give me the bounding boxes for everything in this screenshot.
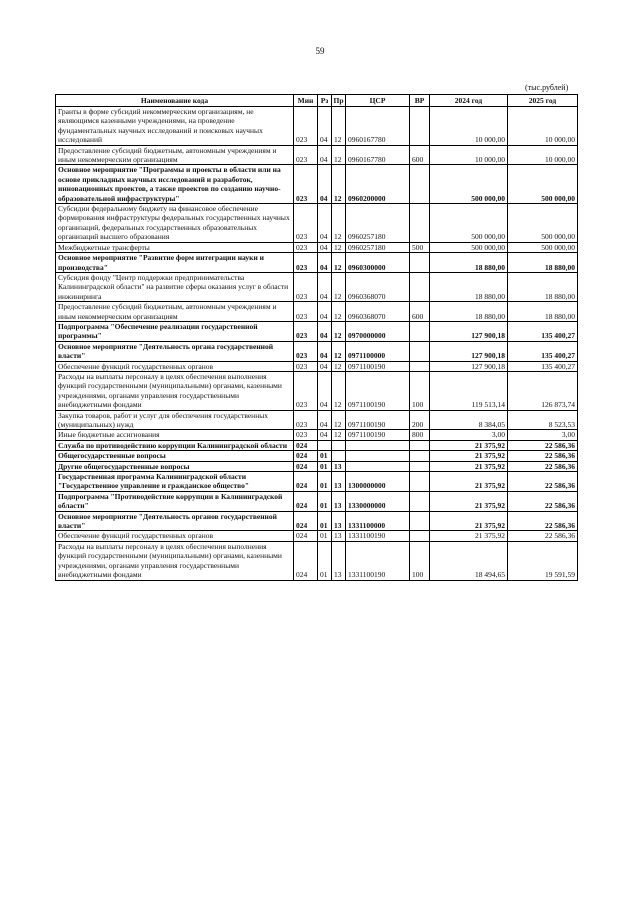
row-2025: 126 873,74 — [508, 371, 578, 410]
row-2024: 127 900,18 — [430, 321, 508, 341]
row-2025: 500 000,00 — [508, 242, 578, 252]
row-csr: 0960167780 — [346, 145, 410, 165]
row-min: 023 — [294, 204, 318, 243]
row-rz: 04 — [318, 204, 332, 243]
row-name: Субсидии федеральному бюджету на финансовое обеспечение формирования инфраструктуры федеральных государственных научных организаций, федеральных государственных образовательных организаций высшего образования — [56, 204, 294, 243]
row-csr — [346, 451, 410, 461]
row-vr — [410, 491, 430, 511]
row-vr — [410, 321, 430, 341]
row-csr: 0971100000 — [346, 341, 410, 361]
row-rz: 04 — [318, 302, 332, 322]
row-2025: 500 000,00 — [508, 204, 578, 243]
row-rz: 04 — [318, 107, 332, 146]
row-2024: 127 900,18 — [430, 361, 508, 371]
row-rz: 01 — [318, 541, 332, 580]
row-rz: 01 — [318, 511, 332, 531]
row-pr — [332, 451, 346, 461]
row-2024: 127 900,18 — [430, 341, 508, 361]
row-name: Расходы на выплаты персоналу в целях обеспечения выполнения функций государственными (муниципальными) органами, казенными учреждениями, органами управления государственными внебюджетными фондами — [56, 371, 294, 410]
row-2025: 22 586,36 — [508, 511, 578, 531]
row-vr: 600 — [410, 145, 430, 165]
row-2025: 10 000,00 — [508, 107, 578, 146]
row-min: 023 — [294, 361, 318, 371]
table-row — [56, 107, 578, 146]
row-2024: 21 375,92 — [430, 531, 508, 541]
row-min: 023 — [294, 253, 318, 273]
row-name: Обеспечение функций государственных органов — [56, 531, 294, 541]
row-name: Межбюджетные трансферты — [56, 242, 294, 252]
units-label: (тыс.рублей) — [525, 83, 569, 92]
row-pr: 12 — [332, 242, 346, 252]
header-name: Наименование кода — [56, 95, 294, 107]
table-row — [56, 321, 578, 341]
row-min: 024 — [294, 440, 318, 450]
row-name: Субсидия фонду "Центр поддержки предпринимательства Калининградской области" на развитие сферы оказания услуг в области инжиниринга — [56, 272, 294, 301]
row-vr — [410, 272, 430, 301]
row-2024: 18 494,65 — [430, 541, 508, 580]
row-name: Основное мероприятие "Деятельность органов государственной власти" — [56, 511, 294, 531]
row-name: Другие общегосударственные вопросы — [56, 461, 294, 471]
row-pr: 13 — [332, 461, 346, 471]
header-vr: ВР — [410, 95, 430, 107]
row-vr: 800 — [410, 430, 430, 440]
row-2025: 135 400,27 — [508, 361, 578, 371]
row-pr: 13 — [332, 472, 346, 492]
row-vr: 100 — [410, 371, 430, 410]
row-csr: 0971100190 — [346, 361, 410, 371]
row-csr: 1331100190 — [346, 531, 410, 541]
row-pr: 12 — [332, 145, 346, 165]
row-2025: 22 586,36 — [508, 461, 578, 471]
row-min: 023 — [294, 165, 318, 204]
row-rz: 04 — [318, 371, 332, 410]
row-rz: 01 — [318, 491, 332, 511]
row-name: Государственная программа Калининградской области "Государственное управление и гражданское общество" — [56, 472, 294, 492]
row-csr: 0960257180 — [346, 204, 410, 243]
row-2025: 18 880,00 — [508, 272, 578, 301]
row-vr — [410, 440, 430, 450]
row-2024: 10 000,00 — [430, 107, 508, 146]
row-vr — [410, 341, 430, 361]
row-2024: 21 375,92 — [430, 461, 508, 471]
table-row — [56, 491, 578, 511]
table-row — [56, 511, 578, 531]
row-min: 024 — [294, 541, 318, 580]
row-name: Общегосударственные вопросы — [56, 451, 294, 461]
header-min: Мин — [294, 95, 318, 107]
row-min: 024 — [294, 511, 318, 531]
row-min: 023 — [294, 272, 318, 301]
row-min: 024 — [294, 531, 318, 541]
row-rz: 04 — [318, 430, 332, 440]
row-pr: 13 — [332, 531, 346, 541]
row-csr: 0960300000 — [346, 253, 410, 273]
row-rz: 04 — [318, 165, 332, 204]
row-2024: 18 880,00 — [430, 302, 508, 322]
row-vr — [410, 472, 430, 492]
row-2024: 119 513,14 — [430, 371, 508, 410]
row-2024: 8 384,05 — [430, 410, 508, 430]
row-csr — [346, 461, 410, 471]
row-pr: 12 — [332, 204, 346, 243]
row-2024: 21 375,92 — [430, 451, 508, 461]
table-row — [56, 440, 578, 450]
row-csr: 0960167780 — [346, 107, 410, 146]
row-pr: 12 — [332, 341, 346, 361]
row-2025: 18 880,00 — [508, 302, 578, 322]
row-pr: 12 — [332, 321, 346, 341]
row-vr — [410, 361, 430, 371]
row-2025: 8 523,53 — [508, 410, 578, 430]
table-header-row — [56, 95, 578, 107]
row-csr — [346, 440, 410, 450]
table-row — [56, 272, 578, 301]
table-row — [56, 302, 578, 322]
row-2025: 10 000,00 — [508, 145, 578, 165]
row-min: 024 — [294, 461, 318, 471]
row-vr — [410, 531, 430, 541]
table-row — [56, 361, 578, 371]
row-rz: 01 — [318, 472, 332, 492]
row-min: 023 — [294, 341, 318, 361]
row-name: Иные бюджетные ассигнования — [56, 430, 294, 440]
budget-table — [55, 94, 578, 581]
row-pr: 12 — [332, 371, 346, 410]
row-csr: 1331100190 — [346, 541, 410, 580]
row-2025: 22 586,36 — [508, 451, 578, 461]
row-2024: 3,00 — [430, 430, 508, 440]
row-2025: 135 400,27 — [508, 341, 578, 361]
row-rz: 01 — [318, 451, 332, 461]
row-pr — [332, 440, 346, 450]
row-pr: 12 — [332, 107, 346, 146]
row-csr: 1330000000 — [346, 491, 410, 511]
row-2025: 135 400,27 — [508, 321, 578, 341]
row-2025: 22 586,36 — [508, 472, 578, 492]
row-rz: 04 — [318, 341, 332, 361]
row-rz — [318, 440, 332, 450]
row-csr: 0971100190 — [346, 410, 410, 430]
row-csr: 1331100000 — [346, 511, 410, 531]
row-pr: 12 — [332, 253, 346, 273]
row-csr: 0960368070 — [346, 272, 410, 301]
row-2024: 18 880,00 — [430, 272, 508, 301]
row-name: Гранты в форме субсидий некоммерческим организациям, не являющимся казенными учреждениями, на проведение фундаментальных научных исследований и поисковых научных исследований — [56, 107, 294, 146]
row-2024: 21 375,92 — [430, 472, 508, 492]
table-row — [56, 242, 578, 252]
row-vr — [410, 451, 430, 461]
row-2025: 22 586,36 — [508, 440, 578, 450]
row-name: Основное мероприятие "Деятельность органа государственной власти" — [56, 341, 294, 361]
row-2024: 18 880,00 — [430, 253, 508, 273]
row-vr: 200 — [410, 410, 430, 430]
table-row — [56, 341, 578, 361]
row-csr: 0960257180 — [346, 242, 410, 252]
header-2024: 2024 год — [430, 95, 508, 107]
table-row — [56, 204, 578, 243]
row-rz: 04 — [318, 321, 332, 341]
header-rz: Рз — [318, 95, 332, 107]
row-rz: 04 — [318, 145, 332, 165]
row-vr — [410, 461, 430, 471]
row-name: Обеспечение функций государственных органов — [56, 361, 294, 371]
row-min: 023 — [294, 145, 318, 165]
row-2025: 22 586,36 — [508, 491, 578, 511]
row-2024: 500 000,00 — [430, 242, 508, 252]
header-csr: ЦСР — [346, 95, 410, 107]
row-2024: 21 375,92 — [430, 491, 508, 511]
row-pr: 13 — [332, 541, 346, 580]
row-2024: 500 000,00 — [430, 165, 508, 204]
row-2025: 3,00 — [508, 430, 578, 440]
row-rz: 04 — [318, 361, 332, 371]
row-csr: 0971100190 — [346, 430, 410, 440]
row-name: Служба по противодействию коррупции Калининградской области — [56, 440, 294, 450]
row-2024: 21 375,92 — [430, 440, 508, 450]
row-min: 023 — [294, 371, 318, 410]
row-min: 024 — [294, 451, 318, 461]
row-name: Подпрограмма "Противодействие коррупции в Калининградской области" — [56, 491, 294, 511]
row-2024: 500 000,00 — [430, 204, 508, 243]
row-min: 023 — [294, 321, 318, 341]
row-min: 023 — [294, 302, 318, 322]
row-2025: 22 586,36 — [508, 531, 578, 541]
table-row — [56, 472, 578, 492]
row-name: Предоставление субсидий бюджетным, автономным учреждениям и иным некоммерческим организациям — [56, 145, 294, 165]
table-row — [56, 165, 578, 204]
row-vr — [410, 165, 430, 204]
row-name: Основное мероприятие "Программы и проекты в области или на основе прикладных научных исследований и разработок, инновационных проектов, а также проектов по созданию научно-образовательной инфраструктуры" — [56, 165, 294, 204]
row-name: Предоставление субсидий бюджетным, автономным учреждениям и иным некоммерческим организациям — [56, 302, 294, 322]
row-rz: 01 — [318, 531, 332, 541]
table-row — [56, 531, 578, 541]
row-vr — [410, 511, 430, 531]
row-vr — [410, 204, 430, 243]
row-rz: 04 — [318, 253, 332, 273]
row-2025: 18 880,00 — [508, 253, 578, 273]
row-csr: 1300000000 — [346, 472, 410, 492]
table-row — [56, 461, 578, 471]
row-min: 024 — [294, 472, 318, 492]
row-name: Расходы на выплаты персоналу в целях обеспечения выполнения функций государственными (муниципальными) органами, казенными учреждениями, органами управления государственными внебюджетными фондами — [56, 541, 294, 580]
row-vr — [410, 253, 430, 273]
row-min: 023 — [294, 410, 318, 430]
row-rz: 04 — [318, 242, 332, 252]
table-row — [56, 451, 578, 461]
row-2025: 19 591,59 — [508, 541, 578, 580]
row-pr: 12 — [332, 165, 346, 204]
row-pr: 12 — [332, 430, 346, 440]
row-rz: 04 — [318, 410, 332, 430]
row-2025: 500 000,00 — [508, 165, 578, 204]
row-name: Подпрограмма "Обеспечение реализации государственной программы" — [56, 321, 294, 341]
table-row — [56, 145, 578, 165]
row-min: 023 — [294, 430, 318, 440]
row-rz: 04 — [318, 272, 332, 301]
row-vr: 500 — [410, 242, 430, 252]
row-vr: 600 — [410, 302, 430, 322]
row-name: Закупка товаров, работ и услуг для обеспечения государственных (муниципальных) нужд — [56, 410, 294, 430]
table-row — [56, 253, 578, 273]
row-pr: 13 — [332, 491, 346, 511]
row-pr: 12 — [332, 410, 346, 430]
row-vr — [410, 107, 430, 146]
row-pr: 12 — [332, 302, 346, 322]
table-row — [56, 371, 578, 410]
row-pr: 13 — [332, 511, 346, 531]
row-min: 023 — [294, 107, 318, 146]
table-row — [56, 430, 578, 440]
table-body — [56, 107, 578, 581]
row-pr: 12 — [332, 272, 346, 301]
row-vr: 100 — [410, 541, 430, 580]
row-2024: 10 000,00 — [430, 145, 508, 165]
header-pr: Пр — [333, 95, 344, 105]
row-min: 024 — [294, 491, 318, 511]
row-name: Основное мероприятие "Развитие форм интеграции науки и производства" — [56, 253, 294, 273]
row-csr: 0960368070 — [346, 302, 410, 322]
page-number: 59 — [315, 46, 325, 56]
row-pr: 12 — [332, 361, 346, 371]
header-2025: 2025 год — [508, 95, 578, 107]
row-2024: 21 375,92 — [430, 511, 508, 531]
row-csr: 0971100190 — [346, 371, 410, 410]
row-csr: 0970000000 — [346, 321, 410, 341]
table-row — [56, 541, 578, 580]
row-csr: 0960200000 — [346, 165, 410, 204]
row-min: 023 — [294, 242, 318, 252]
row-rz: 01 — [318, 461, 332, 471]
table-row — [56, 410, 578, 430]
